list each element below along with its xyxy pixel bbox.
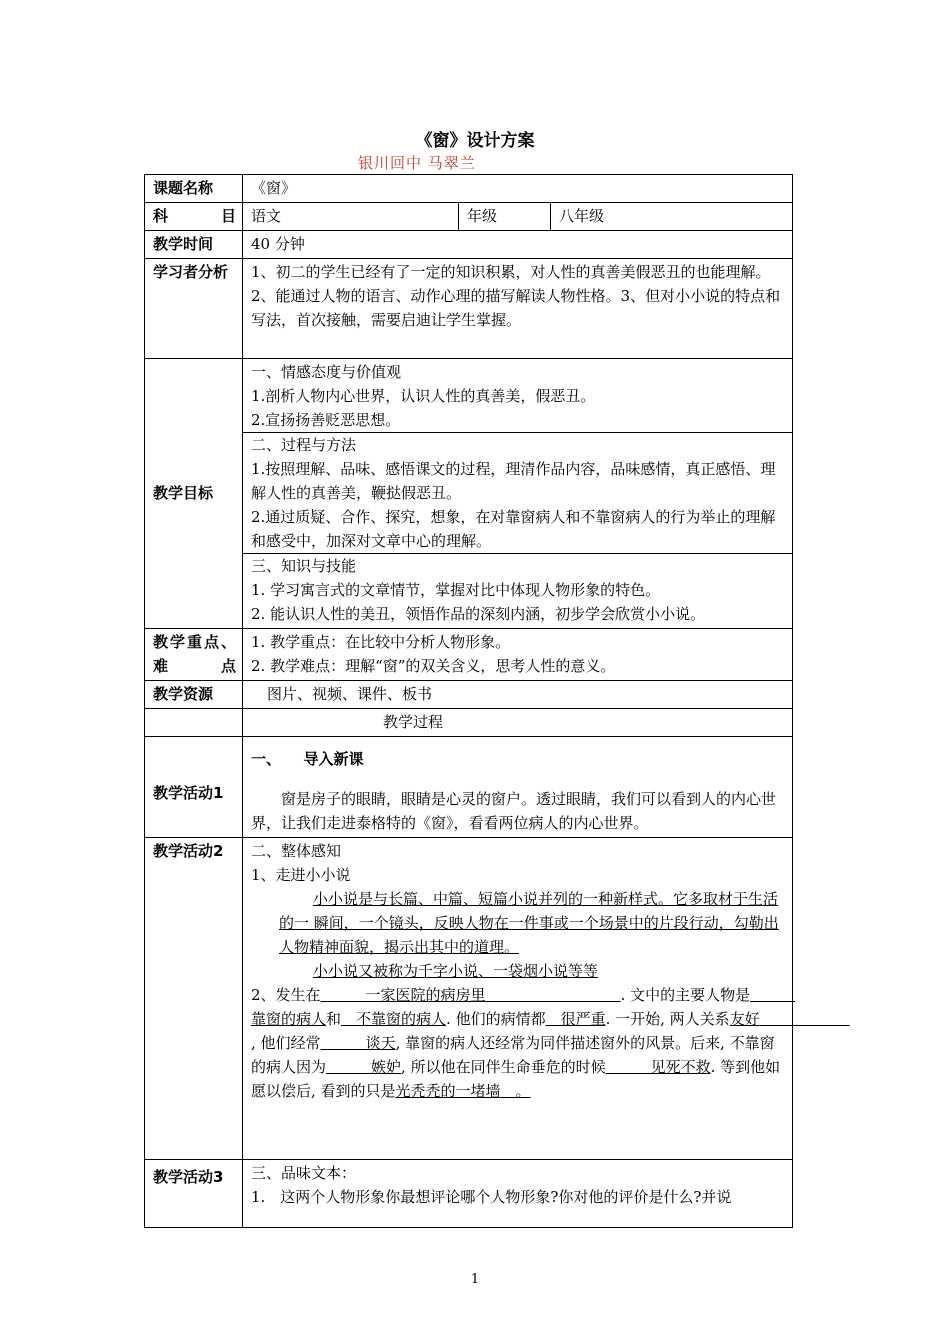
learner-text: 1、初二的学生已经有了一定的知识积累，对人性的真善美假恶丑的也能理解。2、能通过人物的语言、动作心理的描写解读人物性格。3、但对小小说的特点和写法，首次接触，需要启迪让学生掌握。 xyxy=(243,259,793,359)
blank-relationship: 友好 xyxy=(729,1010,850,1028)
blank-ending: 光秃秃的一堵墙 。 xyxy=(395,1082,531,1100)
row-topic xyxy=(145,175,793,203)
row-keypoints xyxy=(145,629,793,681)
keypoint-2: 2. 教学难点：理解“窗”的双关含义，思考人性的意义。 xyxy=(251,657,616,675)
activity-2-title: 二、整体感知 xyxy=(251,842,342,860)
grade-label: 年级 xyxy=(459,203,551,231)
micro-fiction-alias: 小小说又被称为千字小说、一袋烟小说等等 xyxy=(313,962,599,980)
process-header-empty xyxy=(145,709,243,737)
grade-value: 八年级 xyxy=(551,203,793,231)
activity-1-title: 一、 导入新课 xyxy=(251,750,364,768)
row-activity-3 xyxy=(145,1160,793,1228)
time-label: 教学时间 xyxy=(145,231,243,259)
learner-label: 学习者分析 xyxy=(145,259,243,359)
goal-1-title: 一、情感态度与价值观 xyxy=(251,363,402,381)
blank-motive: 嫉妒 xyxy=(326,1058,402,1076)
blank-character-2: 不靠窗的病人 xyxy=(341,1010,447,1028)
row-process-header xyxy=(145,709,793,737)
activity-2-sub-1: 1、走进小小说 xyxy=(251,866,351,884)
activity-1-content xyxy=(243,737,793,838)
lesson-plan-table xyxy=(144,174,850,1228)
goal-2-title: 二、过程与方法 xyxy=(251,436,357,454)
resources-label: 教学资源 xyxy=(145,681,243,709)
process-header: 教学过程 xyxy=(243,709,793,737)
activity-3-title: 三、品味文本： xyxy=(251,1164,357,1182)
goal-1-line-2: 2.宣扬扬善贬恶思想。 xyxy=(251,411,401,429)
activity-1-text: 窗是房子的眼睛，眼睛是心灵的窗户。透过眼睛，我们可以看到人的内心世界，让我们走进泰格特的《窗》，看看两位病人的内心世界。 xyxy=(251,790,777,832)
time-value: 40 分钟 xyxy=(243,231,793,259)
row-subject xyxy=(145,203,793,231)
activity-3-question-1: 1. 这两个人物形象你最想评论哪个人物形象?你对他的评价是什么?并说 xyxy=(251,1188,732,1206)
row-goals xyxy=(145,359,793,629)
blank-setting: 一家医院的病房里 xyxy=(320,986,621,1004)
activity-2-content xyxy=(243,838,850,1160)
goal-2-section xyxy=(243,432,792,553)
goal-2-line-2: 2.通过质疑、合作、探究，想象，在对靠窗病人和不靠窗病人的行为举止的理解和感受中，加深对文章中心的理解。 xyxy=(251,508,776,550)
goal-3-line-2: 2. 能认识人性的美丑，领悟作品的深刻内涵，初步学会欣赏小小说。 xyxy=(251,605,706,623)
keypoint-1: 1. 教学重点：在比较中分析人物形象。 xyxy=(251,633,511,651)
topic-value: 《窗》 xyxy=(243,175,793,203)
row-learner-analysis xyxy=(145,259,793,359)
blank-condition: 很严重 xyxy=(545,1010,606,1028)
keypoints-label: 教学重点、难点 xyxy=(145,629,243,681)
micro-fiction-definition: 小小说是与长篇、中篇、短篇小说并列的一种新样式。它多取材于生活的一 瞬间，一个镜头，反映人物在一件事或一个场景中的片段行动，勾勒出人物精神面貌，揭示出其中的道理。 xyxy=(279,890,779,956)
activity-2-label: 教学活动2 xyxy=(145,838,243,1160)
blank-activity: 谈天 xyxy=(320,1034,396,1052)
activity-3-content xyxy=(243,1160,793,1228)
document-title: 《窗》设计方案 xyxy=(415,131,535,151)
goals-label: 教学目标 xyxy=(145,359,243,629)
blank-action: 见死不救 xyxy=(605,1058,711,1076)
fill-in-paragraph: 2、发生在 一家医院的病房里 . 文中的主要人物是 靠窗的病人和 不靠窗的病人. 他们的病情都 很严重. 一开始, 两人关系友好 , 他们经常 谈天, 靠窗的病人还经常为同伴描述窗外的风景。后来, 不靠窗的病人因为 嫉妒, 所以他在同伴生命垂危的时候 见死不救. 等到他如愿以偿后, 看到的只是光秃秃的一堵墙 。 xyxy=(251,986,850,1100)
row-time xyxy=(145,231,793,259)
author-line: 银川回中 马翠兰 xyxy=(358,154,476,172)
row-resources xyxy=(145,681,793,709)
goal-2-line-1: 1.按照理解、品味、感悟课文的过程，理清作品内容，品味感情，真正感悟、理解人性的真善美，鞭挞假恶丑。 xyxy=(251,460,776,502)
keypoints-content xyxy=(243,629,793,681)
subject-value: 语文 xyxy=(243,203,459,231)
topic-label: 课题名称 xyxy=(145,175,243,203)
blank-character-1: 靠窗的病人 xyxy=(251,986,796,1028)
subject-label: 科 目 xyxy=(145,203,243,231)
goal-3-line-1: 1. 学习寓言式的文章情节，掌握对比中体现人物形象的特色。 xyxy=(251,581,661,599)
activity-3-label: 教学活动3 xyxy=(145,1160,243,1228)
activity-1-label: 教学活动1 xyxy=(145,737,243,838)
resources-value: 图片、视频、课件、板书 xyxy=(243,681,793,709)
goal-3-title: 三、知识与技能 xyxy=(251,557,357,575)
goal-3-section xyxy=(243,553,792,626)
row-activity-2 xyxy=(145,838,793,1160)
goals-content xyxy=(243,359,793,629)
page-number: 1 xyxy=(470,1272,480,1287)
row-activity-1 xyxy=(145,737,793,838)
goal-1-line-1: 1.剖析人物内心世界，认识人性的真善美，假恶丑。 xyxy=(251,387,596,405)
